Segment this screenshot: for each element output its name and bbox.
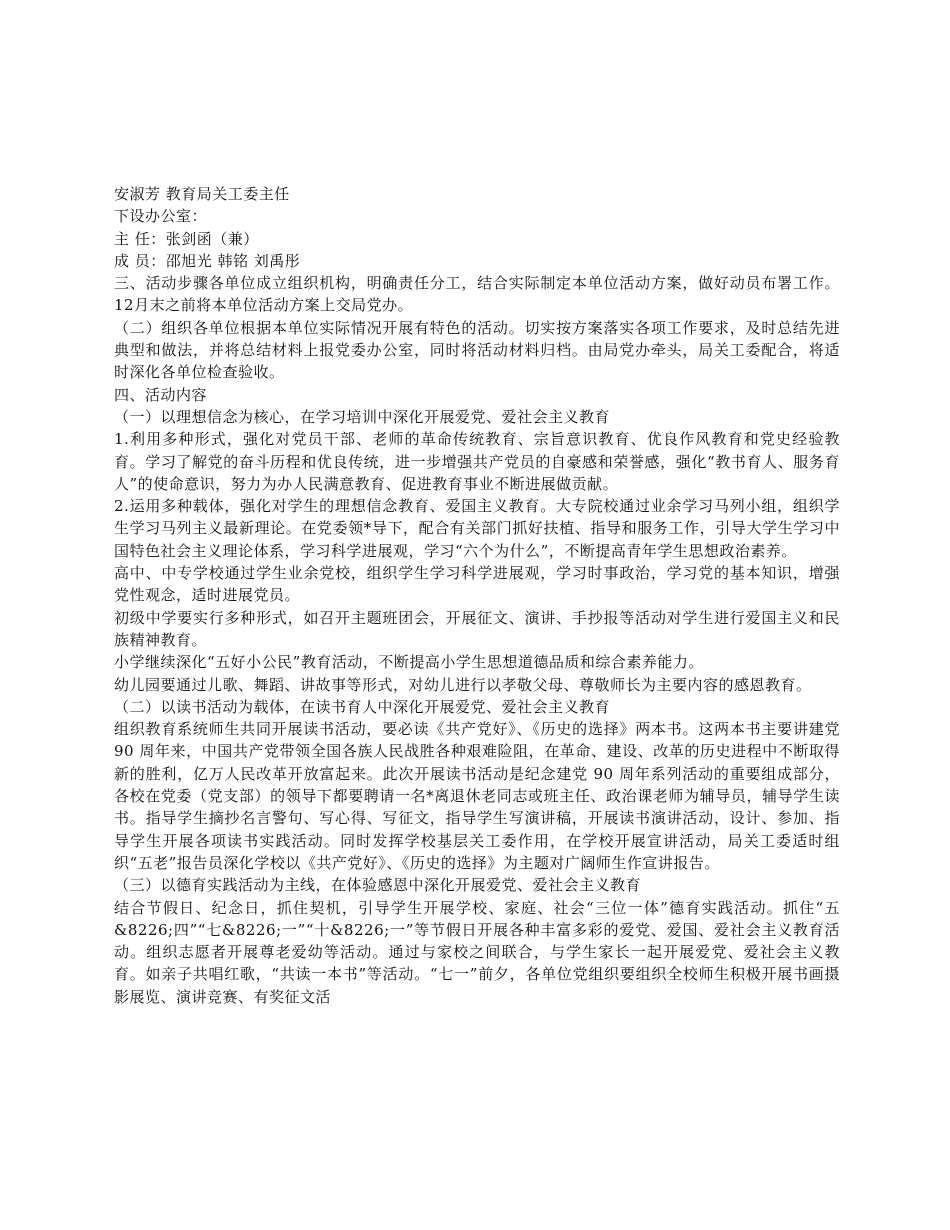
primary-school-paragraph: 小学继续深化“五好小公民”教育活动，不断提高小学生思想道德品质和综合素养能力。: [114, 653, 704, 672]
office-heading: 下设办公室：: [114, 207, 208, 226]
item-two-paragraph: 2.运用多种载体，强化对学生的理想信念教育、爱国主义教育。大专院校通过业余学习马列小组，组织学生学习马列主义最新理论。在党委领*导下，配合有关部门抓好扶植、指导和服务工作，引导大学生学习中国特色社会主义理论体系，学习科学进展观，学习“六个为什么”，不断提高青年学生思想政治素养。: [114, 497, 840, 560]
practice-activity-paragraph: 结合节假日、纪念日，抓住契机，引导学生开展学校、家庭、社会“三位一体”德育实践活动。抓住“五&8226;四”“七&8226;一”“十&8226;一”等节假日开展各种丰富多彩的爱党、爱国、爱社会主义教育活动。组织志愿者开展尊老爱幼等活动。通过与家校之间联合，与学生家长一起开展爱党、爱社会主义教育。如亲子共唱红歌，“共读一本书”等活动。“七一”前夕，各单位党组织要组织全校师生积极开展书画摄影展览、演讲竞赛、有奖征文活: [114, 898, 840, 1006]
office-director-line: 主 任：张剑函（兼）: [114, 229, 259, 248]
kindergarten-paragraph: 幼儿园要通过儿歌、舞蹈、讲故事等形式，对幼儿进行以孝敬父母、尊敬师长为主要内容的感恩教育。: [114, 675, 812, 694]
subsection-two-heading: （二）以读书活动为载体，在读书育人中深化开展爱党、爱社会主义教育: [114, 697, 611, 716]
appointment-line: 安淑芳 教育局关工委主任: [114, 185, 290, 203]
reading-activity-paragraph: 组织教育系统师生共同开展读书活动，要必读《共产党好》、《历史的选择》两本书。这两本书主要讲建党 90 周年来，中国共产党带领全国各族人民战胜各种艰难险阻，在革命、建设、改革的历史进程中不断取得新的胜利，亿万人民改革开放富起来。此次开展读书活动是纪念建党 90 周年系列活动的重要组成部分，各校在党委（党支部）的领导下都要聘请一名*离退休老同志或班主任、政治课老师为辅导员，辅导学生读书。指导学生摘抄名言警句、写心得、写征文，指导学生写演讲稿，开展读书演讲活动，设计、参加、指导学生开展各项读书实践活动。同时发挥学校基层关工委作用，在学校开展宣讲活动，局关工委适时组织“五老”报告员深化学校以《共产党好》、《历史的选择》为主题对广阔师生作宣讲报告。: [114, 720, 840, 872]
office-members-line: 成 员：邵旭光 韩铭 刘禹彤: [114, 251, 301, 270]
item-one-paragraph: 1.利用多种形式，强化对党员干部、老师的革命传统教育、宗旨意识教育、优良作风教育和党史经验教育。学习了解党的奋斗历程和优良传统，进一步增强共产党员的自豪感和荣誉感，强化“教书育人、服务育人”的使命意识，努力为办人民满意教育、促进教育事业不断进展做贡献。: [114, 430, 840, 493]
subsection-three-heading: （三）以德育实践活动为主线，在体验感恩中深化开展爱党、爱社会主义教育: [114, 876, 642, 895]
subsection-one-heading: （一）以理想信念为核心，在学习培训中深化开展爱党、爱社会主义教育: [114, 407, 611, 426]
middle-school-paragraph: 初级中学要实行多种形式，如召开主题班团会，开展征文、演讲、手抄报等活动对学生进行爱国主义和民族精神教育。: [114, 608, 840, 649]
section-three-steps: 三、活动步骤各单位成立组织机构，明确责任分工，结合实际制定本单位活动方案，做好动员布署工作。12月末之前将本单位活动方案上交局党办。: [114, 274, 840, 315]
step-two-paragraph: （二）组织各单位根据本单位实际情况开展有特色的活动。切实按方案落实各项工作要求，及时总结先进典型和做法，并将总结材料上报党委办公室，同时将活动材料归档。由局党办牵头，局关工委配合，将适时深化各单位检查验收。: [114, 318, 840, 382]
section-four-heading: 四、活动内容: [114, 385, 208, 404]
high-school-paragraph: 高中、中专学校通过学生业余党校，组织学生学习科学进展观，学习时事政治，学习党的基本知识，增强党性观念，适时进展党员。: [114, 564, 840, 605]
document-body: [114, 183, 840, 1008]
